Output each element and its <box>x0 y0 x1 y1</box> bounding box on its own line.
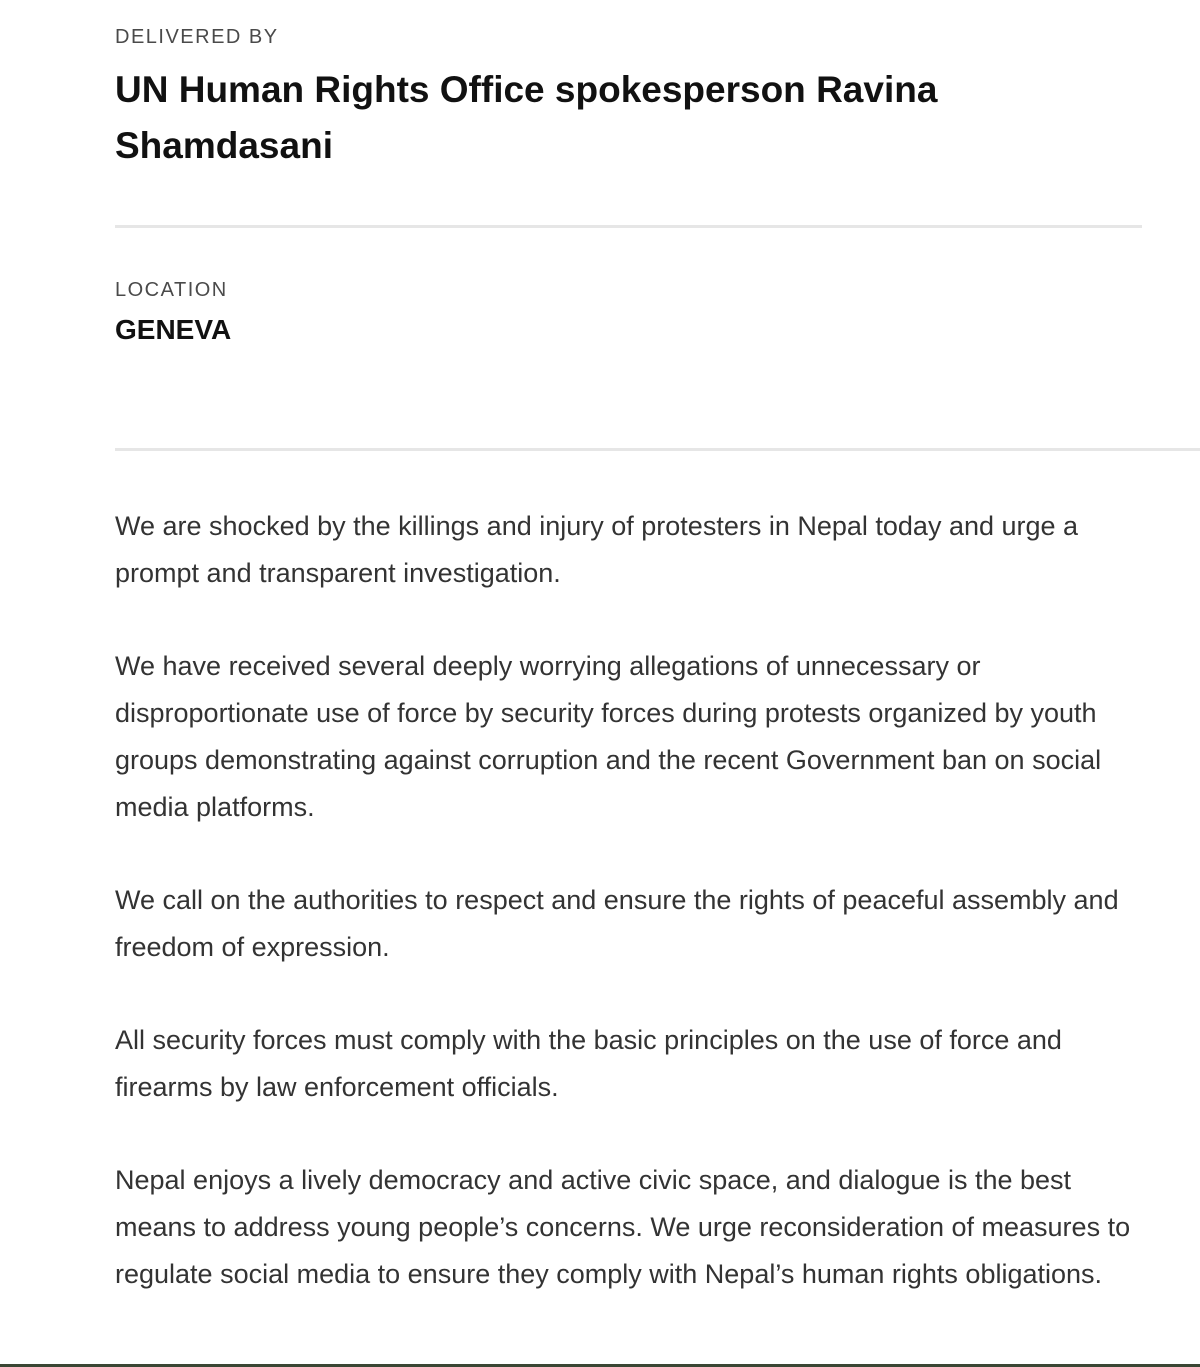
divider-bottom <box>115 448 1200 451</box>
location-label: LOCATION <box>115 279 228 301</box>
paragraph-3: We call on the authorities to respect and ensure the rights of peaceful assembly and freedom of expression. <box>115 885 1119 962</box>
paragraph-2: We have received several deeply worrying allegations of unnecessary or disproportionate use of force by security forces during protests organized by youth groups demonstrating against corruption and the recent Government ban on social media platforms. <box>115 651 1102 822</box>
paragraph-1: We are shocked by the killings and injury of protesters in Nepal today and urge a prompt and transparent investigation. <box>115 511 1079 588</box>
paragraph-4: All security forces must comply with the basic principles on the use of force and firearms by law enforcement officials. <box>115 1025 1062 1102</box>
divider-top <box>115 225 1142 228</box>
spokesperson-name: UN Human Rights Office spokesperson Ravina Shamdasani <box>115 69 938 166</box>
paragraph-5: Nepal enjoys a lively democracy and active civic space, and dialogue is the best means to address young people’s concerns. We urge reconsideration of measures to regulate social media to ensure they comply with Nepal’s human rights obligations. <box>115 1165 1131 1289</box>
location-value: GENEVA <box>115 314 232 345</box>
statement-body <box>115 503 1155 1344</box>
delivered-by-label: DELIVERED BY <box>115 26 279 48</box>
